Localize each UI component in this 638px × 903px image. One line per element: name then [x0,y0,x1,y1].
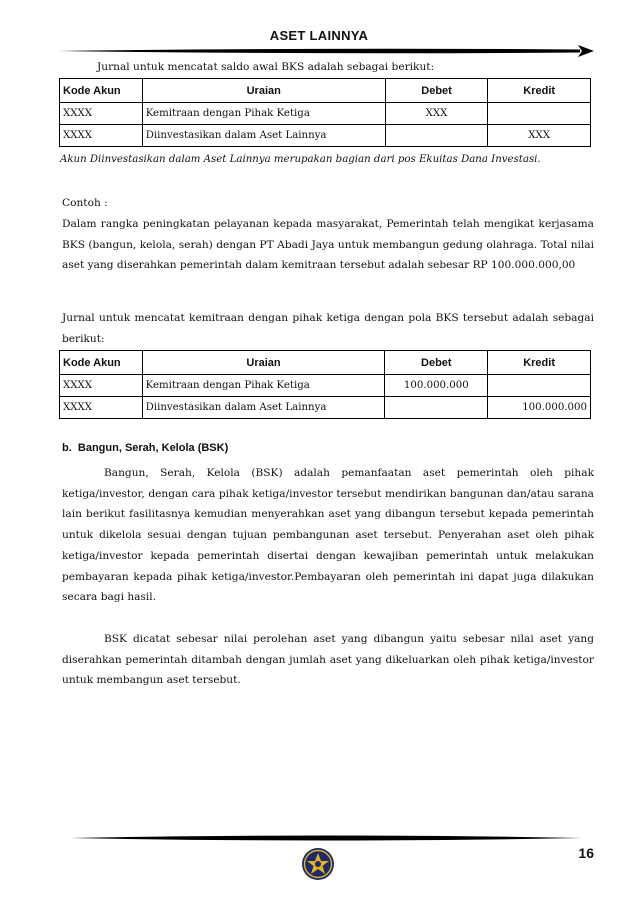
cell-kredit: 100.000.000 [488,397,591,419]
table-row [60,397,591,419]
ekuitas-note: Akun Diinvestasikan dalam Aset Lainnya merupakan bagian dari pos Ekuitas Dana Investasi. [60,154,541,165]
journal-table-example [59,350,591,419]
column-header-debet: Debet [385,351,488,375]
section-b-heading: b. Bangun, Serah, Kelola (BSK) [62,442,229,454]
column-header-debet: Debet [385,79,488,103]
cell-kredit [488,375,591,397]
table-row [60,103,591,125]
table-header-row [60,79,591,103]
cell-uraian: Kemitraan dengan Pihak Ketiga [142,103,385,125]
column-header-kode-akun: Kode Akun [60,79,143,103]
table-row [60,375,591,397]
column-header-uraian: Uraian [142,351,385,375]
section-b-paragraph-2: BSK dicatat sebesar nilai perolehan aset yang dibangun yaitu sebesar nilai aset yang diserahkan pemerintah ditambah dengan jumlah aset yang dikeluarkan oleh pihak ketiga/investor untuk membangun aset tersebut. [62,633,594,687]
column-header-kredit: Kredit [488,79,591,103]
table-row [60,125,591,147]
cell-debet [385,397,488,419]
column-header-uraian: Uraian [142,79,385,103]
cell-debet: 100.000.000 [385,375,488,397]
cell-uraian: Diinvestasikan dalam Aset Lainnya [142,397,385,419]
cell-uraian: Kemitraan dengan Pihak Ketiga [142,375,385,397]
page-number: 16 [578,845,594,861]
page-header-title: ASET LAINNYA [269,28,369,43]
header-arrow-line [58,44,594,58]
cell-kredit: XXX [488,125,591,147]
column-header-kredit: Kredit [488,351,591,375]
example-label: Contoh : [62,197,108,209]
cell-uraian: Diinvestasikan dalam Aset Lainnya [142,125,385,147]
cell-debet [385,125,488,147]
journal-table-initial [59,78,591,147]
cell-kode-akun: XXXX [60,125,143,147]
cell-kode-akun: XXXX [60,103,143,125]
footer-divider-line [70,832,582,844]
section-b-paragraph-1: Bangun, Serah, Kelola (BSK) adalah pemanfaatan aset pemerintah oleh pihak ketiga/investor, dengan cara pihak ketiga/investor tersebut mendirikan bangunan dan/atau sarana lain berikut fasilitasnya kemudian menyerahkan aset yang dibangun tersebut kepada pemerintah untuk dikelola sesuai dengan tujuan pembangunan aset tersebut. Penyerahan aset oleh pihak ketiga/investor kepada pemerintah disertai dengan kewajiban pemerintah untuk melakukan pembayaran kepada pihak ketiga/investor.Pembayaran oleh pemerintah ini dapat juga dilakukan secara bagi hasil. [62,467,594,604]
cell-kode-akun: XXXX [60,397,143,419]
journal-intro-text: Jurnal untuk mencatat saldo awal BKS adalah sebagai berikut: [97,61,435,73]
column-header-kode-akun: Kode Akun [60,351,143,375]
cell-kredit [488,103,591,125]
emblem-logo-icon [301,847,335,881]
example-body: Dalam rangka peningkatan pelayanan kepada masyarakat, Pemerintah telah mengikat kerjasama BKS (bangun, kelola, serah) dengan PT Abadi Jaya untuk membangun gedung olahraga. Total nilai aset yang diserahkan pemerintah dalam kemitraan tersebut adalah sebesar RP 100.000.000,00 [62,218,594,272]
example-journal-intro: Jurnal untuk mencatat kemitraan dengan pihak ketiga dengan pola BKS tersebut adalah sebagai berikut: [62,312,594,345]
table-header-row [60,351,591,375]
cell-kode-akun: XXXX [60,375,143,397]
cell-debet: XXX [385,103,488,125]
